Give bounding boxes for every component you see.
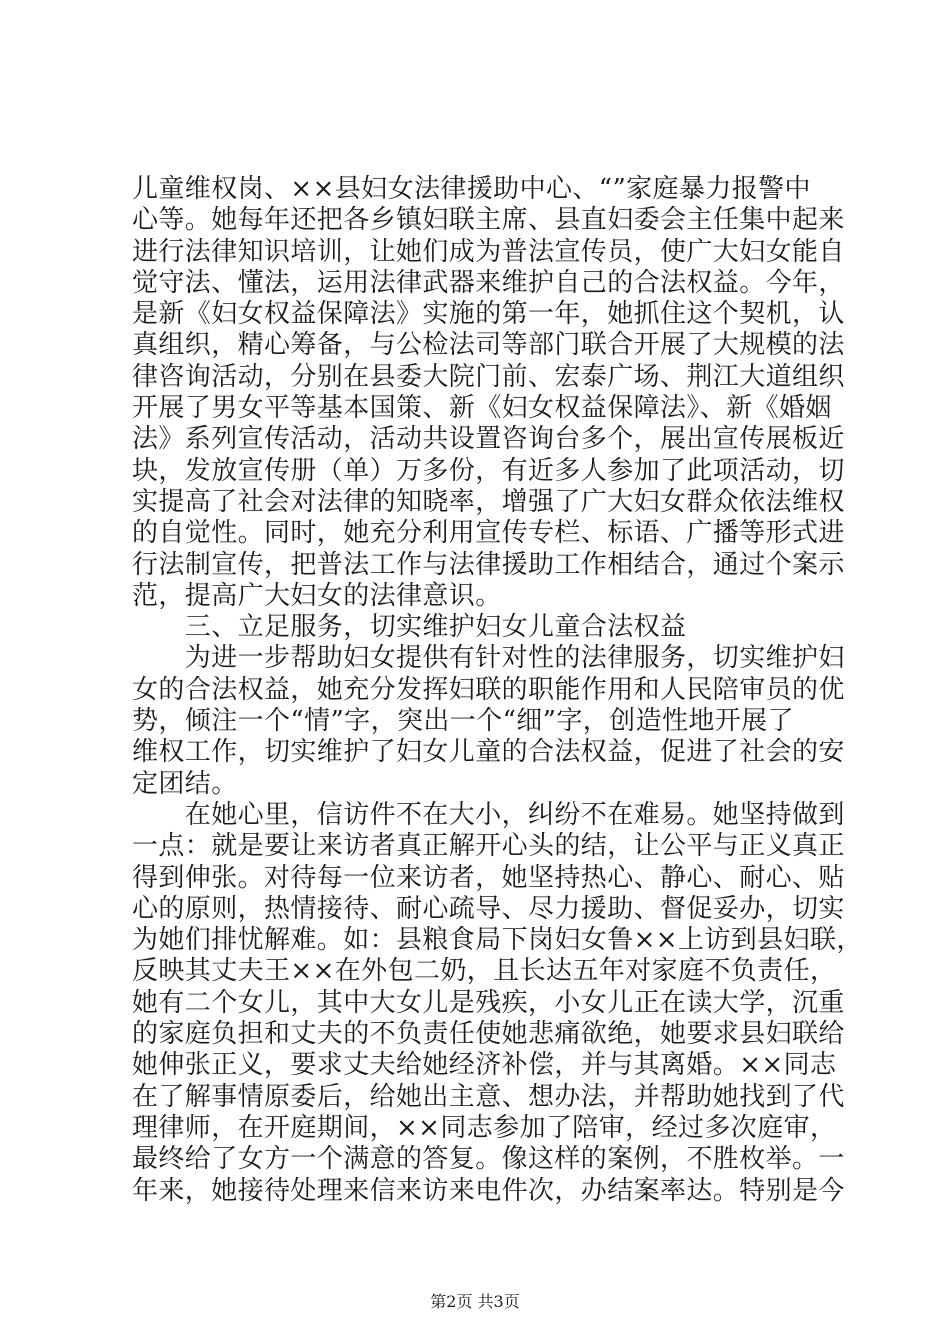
page-footer: 第2页 共3页 <box>430 1292 520 1311</box>
text-line: 一点：就是要让来访者真正解开心头的结，让公平与正义真正 <box>132 831 845 862</box>
text-line: 最终给了女方一个满意的答复。像这样的案例，不胜枚举。一 <box>132 1144 845 1175</box>
text-line: 在了解事情原委后，给她出主意、想办法，并帮助她找到了代 <box>132 1081 845 1112</box>
text-line: 维权工作，切实维护了妇女儿童的合法权益，促进了社会的安 <box>132 737 845 768</box>
text-line: 势，倾注一个“情”字，突出一个“细”字，创造性地开展了 <box>132 706 794 737</box>
text-line: 得到伸张。对待每一位来访者，她坚持热心、静心、耐心、贴 <box>132 862 845 893</box>
text-line: 是新《妇女权益保障法》实施的第一年，她抓住这个契机，认 <box>132 299 845 330</box>
text-line: 在她心里，信访件不在大小，纠纷不在难易。她坚持做到 <box>132 799 845 830</box>
text-line: 为她们排忧解难。如：县粮食局下岗妇女鲁××上访到县妇联， <box>132 925 863 956</box>
text-line: 反映其丈夫王××在外包二奶，且长达五年对家庭不负责任， <box>132 956 837 987</box>
text-line: 的自觉性。同时，她充分利用宣传专栏、标语、广播等形式进 <box>132 518 845 549</box>
text-line: 法》系列宣传活动，活动共设置咨询台多个，展出宣传展板近 <box>132 424 845 455</box>
text-line: 的家庭负担和丈夫的不负责任使她悲痛欲绝，她要求县妇联给 <box>132 1019 845 1050</box>
text-line: 实提高了社会对法律的知晓率，增强了广大妇女群众依法维权 <box>132 486 845 517</box>
text-line: 心等。她每年还把各乡镇妇联主席、县直妇委会主任集中起来 <box>132 205 845 236</box>
text-line: 理律师，在开庭期间，××同志参加了陪审，经过多次庭审， <box>132 1112 837 1143</box>
text-line: 范，提高广大妇女的法律意识。 <box>132 580 502 611</box>
text-line: 行法制宣传，把普法工作与法律援助工作相结合，通过个案示 <box>132 549 845 580</box>
text-line: 定团结。 <box>132 768 238 799</box>
text-line: 儿童维权岗、××县妇女法律援助中心、“”家庭暴力报警中 <box>132 174 811 204</box>
text-line: 女的合法权益，她充分发挥妇联的职能作用和人民陪审员的优 <box>132 674 845 705</box>
text-line: 她有二个女儿，其中大女儿是残疾，小女儿正在读大学，沉重 <box>132 987 845 1018</box>
text-line: 年来，她接待处理来信来访来电件次，办结案率达。特别是今 <box>132 1175 845 1206</box>
text-line: 真组织，精心筹备，与公检法司等部门联合开展了大规模的法 <box>132 330 845 361</box>
text-line: 块，发放宣传册（单）万多份，有近多人参加了此项活动，切 <box>132 455 845 486</box>
text-line: 觉守法、懂法，运用法律武器来维护自己的合法权益。今年， <box>132 267 845 298</box>
text-line: 开展了男女平等基本国策、新《妇女权益保障法》、新《婚姻 <box>132 393 832 424</box>
document-body <box>132 174 863 1207</box>
text-line: 律咨询活动，分别在县委大院门前、宏泰广场、荆江大道组织 <box>132 361 845 392</box>
text-line: 心的原则，热情接待、耐心疏导、尽力援助、督促妥办，切实 <box>132 893 845 924</box>
text-line: 进行法律知识培训，让她们成为普法宣传员，使广大妇女能自 <box>132 236 845 267</box>
section-heading: 三、立足服务，切实维护妇女儿童合法权益 <box>132 612 687 643</box>
text-line: 为进一步帮助妇女提供有针对性的法律服务，切实维护妇 <box>132 643 845 674</box>
text-line: 她伸张正义，要求丈夫给她经济补偿，并与其离婚。××同志 <box>132 1050 837 1081</box>
